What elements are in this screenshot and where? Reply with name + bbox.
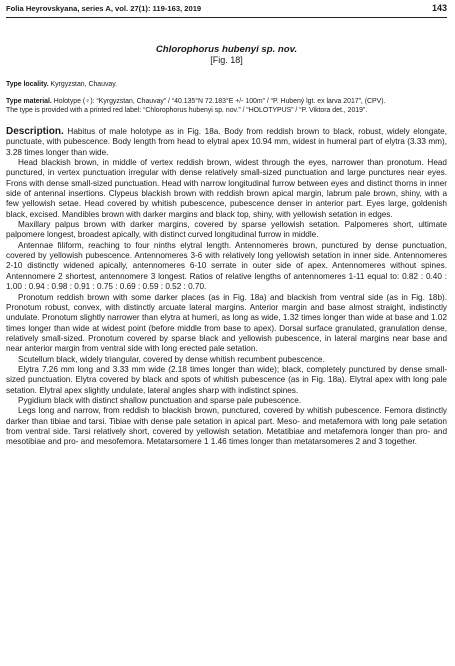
species-title: Chlorophorus hubenyi sp. nov. [155,44,298,55]
description-paragraph [6,127,447,158]
description-paragraph: Antennae filiform, reaching to four ninths elytral length. Antennomeres brown, punctured by dense punctuation, covered by yellowish pubescence. Antennomeres 3-6 with relatively long yellowish setation in inner side. Antennomeres 2-10 distinctly widened apically, antennomeres 6-10 serrate in outer side of apex. Antennomeres without spines. Antennomere 2 shortest, antennomere 3 longest. Ratios of relative lengths of antennomeres 1-11 equal to: 0.82 : 0.40 : 1.00 : 0.94 : 0.98 : 0.91 : 0.75 : 0.69 : 0.59 : 0.52 : 0.70. [6,240,447,292]
type-locality-label: Type locality. [6,81,49,88]
journal-citation: Folia Heyrovskyana, series A, vol. 27(1): 119-163, 2019 [6,4,202,13]
type-material-value: Holotype (♀): “Kyrgyzstan, Chauvay” / “40.135°N 72.183°E +/- 100m” / “P. Hubený lgt. ex larva 2017”, (CPV). [51,98,386,105]
description-paragraph: Pronotum reddish brown with some darker places (as in Fig. 18a) and blackish from ventral side (as in Fig. 18b). Pronotum robust, convex, with distinctly arcuate lateral margins. Anterior margin and base almost straight, indistinctly undulate. Pronotum slightly narrower than elytra at humeri, as long as wide, 1.32 times longer than wide at base and 1.02 times longer than wide at widest point (before middle from base to apex). Dorsal surface granulated, granulation dense, relatively small-sized. Pronotum covered by sparse black and yellowish pubescence, in lateral margins near base and near anterior margin from ventral side with long erected pale setation. [6,292,447,354]
paragraph-text: Habitus of male holotype as in Fig. 18a. Body from reddish brown to black, robust, widely elongate, punctuate, with pubescence. Body length from head to elytral apex 10.94 mm, widest in humeral part of elytra (3.33 mm), 3.28 times longer than wide. [6,127,447,157]
running-header [6,3,447,15]
description-paragraph: Scutellum black, widely triangular, covered by dense whitish recumbent pubescence. [18,354,325,364]
description-paragraph: Head blackish brown, in middle of vertex reddish brown, widest through the eyes, narrower than pronotum. Head punctured, in vertex punctuation irregular with dense relatively small-sized punctuation and large punctures near eyes. Frons with dense small-sized punctuation. Head with narrow longitudinal furrow between eyes and distinct thorns in inner side of antennal insertions. Clypeus blackish brown with reddish brown apical margin, labrum pale brown, shiny, with a few yellowish setae. Head covered by whitish pubescence, pubescence denser in anterior part. Eyes large, goldenish black, excised. Mandibles brown with darker margins and black top, shiny, with yellowish setation in edges. [6,158,447,219]
type-locality-value: Kyrgyzstan, Chauvay. [48,81,118,88]
description-paragraph: Legs long and narrow, from reddish to blackish brown, punctured, covered by whitish pubescence. Femora distinctly darker than tibiae and tarsi. Tibiae with dense pale setation in apical part. Meso- and metafemora with long pale setation from ventral side. Tarsi relatively short, covered by yellowish setation. Metatibiae and metafemora longer than pro- and mesotibiae and pro- and mesofemora. Metatarsomere 1 1.46 times longer than metatarsomeres 2 and 3 together. [6,406,447,447]
type-material-label: Type material. [6,98,52,105]
description-paragraph: Elytra 7.26 mm long and 3.33 mm wide (2.18 times longer than wide); black, completely punctured by dense small-sized punctuation. Elytra covered by black and spots of whitish pubescence (as in Fig. 18a). Elytral apex with long pale setation. Elytral apex slightly undulate, lateral angles sharp with indistinct spines. [6,364,447,395]
description-paragraph: Maxillary palpus brown with darker margins, covered by sparse yellowish setation. Palpomeres short, ultimate palpomere longest, broadest apically, with distinct curved longitudinal furrow in middle. [6,220,447,240]
figure-reference: [Fig. 18] [210,55,243,65]
type-material [6,97,447,106]
description-body [6,127,447,448]
page-number: 143 [431,3,447,13]
header-rule [6,17,447,18]
type-label-note: The type is provided with a printed red label: “Chlorophorus hubenyi sp. nov.” / “HOLOTYPUS” / “P. Viktora det., 2019”. [6,107,368,114]
description-heading: Description. [6,126,64,137]
description-paragraph: Pygidium black with distinct shallow punctuation and sparse pale pubescence. [18,395,302,405]
type-locality [6,80,447,89]
